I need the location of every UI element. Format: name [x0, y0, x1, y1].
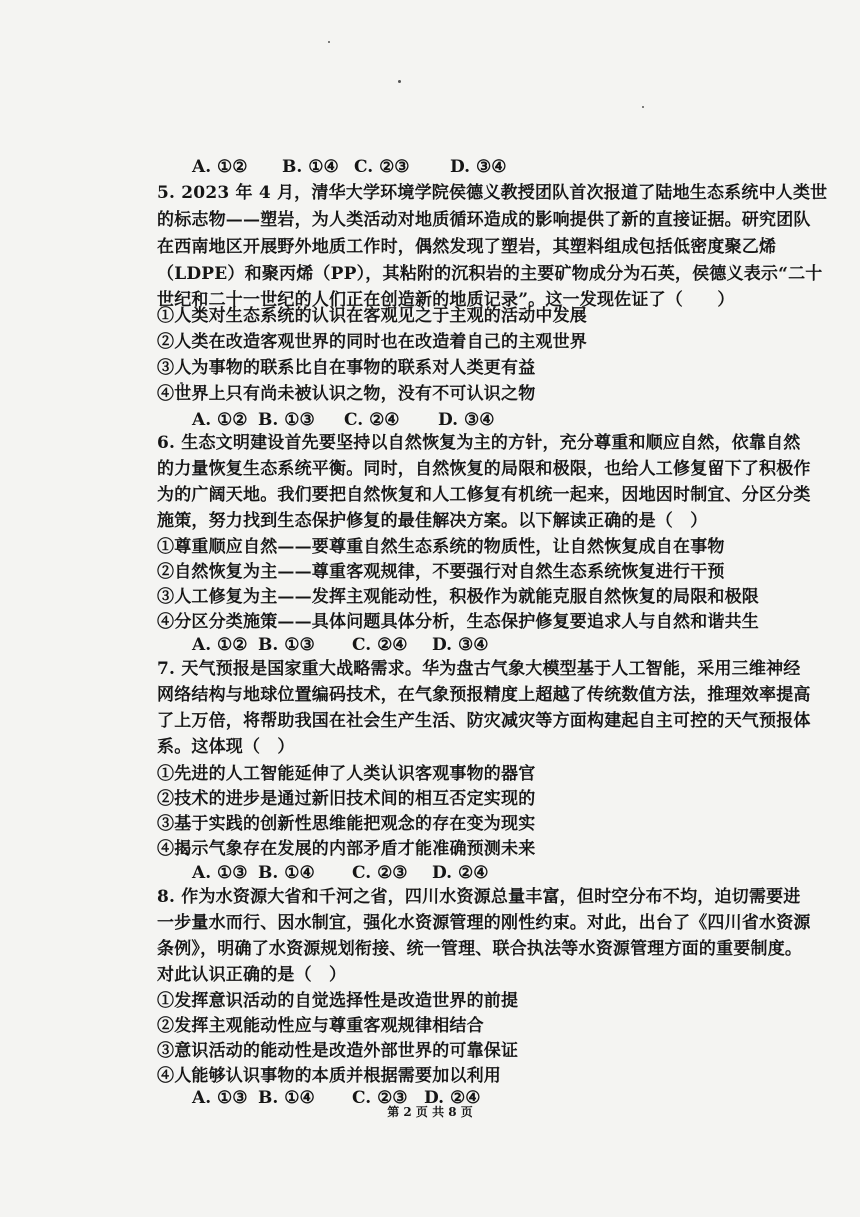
question-text-line: 施策，努力找到生态保护修复的最佳解决方案。以下解读正确的是（ ） [157, 511, 708, 531]
option-d: D. ②④ [424, 1088, 481, 1108]
option-a: A. ①② [192, 410, 248, 430]
option-c: C. ②③ [352, 1088, 408, 1108]
statement-3: ③人为事物的联系比自在事物的联系对人类更有益 [157, 358, 536, 378]
question-text-line: 对此认识正确的是（ ） [157, 965, 347, 985]
statement-4: ④揭示气象存在发展的内部矛盾才能准确预测未来 [157, 839, 536, 859]
prev-question-options [192, 155, 506, 179]
question-text-line: 5. 2023 年 4 月，清华大学环境学院侯德义教授团队首次报道了陆地生态系统中人类世 [157, 183, 828, 203]
option-b: B. ①③ [258, 635, 315, 655]
statement-1: ①尊重顺应自然——要尊重自然生态系统的物质性，让自然恢复成自在事物 [157, 537, 725, 557]
question-text-line: 8. 作为水资源大省和千河之省，四川水资源总量丰富，但时空分布不均，迫切需要进 [157, 887, 801, 907]
option-b: B. ①④ [282, 157, 339, 177]
statement-1: ①发挥意识活动的自觉选择性是改造世界的前提 [157, 991, 519, 1011]
option-b: B. ①③ [258, 410, 315, 430]
statement-2: ②自然恢复为主——尊重客观规律，不要强行对自然生态系统恢复进行干预 [157, 562, 725, 582]
scan-speck [328, 41, 330, 43]
option-c: C. ②③ [352, 863, 408, 883]
answer-options [192, 408, 494, 432]
option-a: A. ①② [192, 157, 248, 177]
option-c: C. ②③ [354, 157, 410, 177]
question-text-line: 的标志物——塑岩，为人类活动对地质循环造成的影响提供了新的直接证据。研究团队 [157, 210, 811, 230]
statement-3: ③人工修复为主——发挥主观能动性，积极作为就能克服自然恢复的局限和极限 [157, 587, 759, 607]
option-d: D. ③④ [432, 635, 489, 655]
question-text-line: 的力量恢复生态系统平衡。同时，自然恢复的局限和极限，也给人工修复留下了积极作 [157, 459, 811, 479]
option-d: D. ②④ [432, 863, 489, 883]
page-number: 第 2 页 共 8 页 [387, 1105, 473, 1119]
question-text-line: （LDPE）和聚丙烯（PP），其粘附的沉积岩的主要矿物成分为石英，侯德义表示“二十 [157, 264, 823, 284]
answer-options [192, 861, 488, 885]
question-text-line: 网络结构与地球位置编码技术，在气象预报精度上超越了传统数值方法，推理效率提高 [157, 685, 811, 705]
statement-2: ②发挥主观能动性应与尊重客观规律相结合 [157, 1016, 484, 1036]
option-b: B. ①④ [258, 863, 315, 883]
option-a: A. ①③ [192, 863, 248, 883]
question-text-line: 一步量水而行、因水制宜，强化水资源管理的刚性约束。对此，出台了《四川省水资源 [157, 913, 811, 933]
scan-speck [398, 80, 401, 83]
option-d: D. ③④ [450, 157, 507, 177]
option-c: C. ②④ [352, 635, 408, 655]
statement-1: ①先进的人工智能延伸了人类认识客观事物的器官 [157, 764, 536, 784]
statement-3: ③意识活动的能动性是改造外部世界的可靠保证 [157, 1041, 519, 1061]
statement-2: ②人类在改造客观世界的同时也在改造着自己的主观世界 [157, 332, 587, 352]
question-text-line: 为的广阔天地。我们要把自然恢复和人工修复有机统一起来，因地因时制宜、分区分类 [157, 485, 811, 505]
question-text-line: 在西南地区开展野外地质工作时，偶然发现了塑岩，其塑料组成包括低密度聚乙烯 [157, 237, 777, 257]
statement-4: ④人能够认识事物的本质并根据需要加以利用 [157, 1066, 501, 1086]
statement-3: ③基于实践的创新性思维能把观念的存在变为现实 [157, 814, 536, 834]
question-text-line: 了上万倍，将帮助我国在社会生产生活、防灾减灾等方面构建起自主可控的天气预报体 [157, 711, 811, 731]
option-b: B. ①④ [258, 1088, 315, 1108]
question-text-line: 条例》，明确了水资源规划衔接、统一管理、联合执法等水资源管理方面的重要制度。 [157, 939, 803, 959]
option-d: D. ③④ [438, 410, 495, 430]
question-text-line: 世纪和二十一世纪的人们正在创造新的地质记录”。这一发现佐证了（ ） [157, 290, 735, 310]
statement-4: ④分区分类施策——具体问题具体分析，生态保护修复要追求人与自然和谐共生 [157, 612, 759, 632]
option-a: A. ①② [192, 635, 248, 655]
statement-4: ④世界上只有尚未被认识之物，没有不可认识之物 [157, 384, 536, 404]
option-a: A. ①③ [192, 1088, 248, 1108]
scan-speck [642, 106, 644, 108]
statement-2: ②技术的进步是通过新旧技术间的相互否定实现的 [157, 789, 536, 809]
question-text-line: 6. 生态文明建设首先要坚持以自然恢复为主的方针，充分尊重和顺应自然，依靠自然 [157, 433, 801, 453]
question-text-line: 系。这体现（ ） [157, 737, 295, 757]
option-c: C. ②④ [344, 410, 400, 430]
question-text-line: 7. 天气预报是国家重大战略需求。华为盘古气象大模型基于人工智能，采用三维神经 [157, 659, 801, 679]
statement-1: ①人类对生态系统的认识在客观见之于主观的活动中发展 [157, 306, 587, 326]
answer-options [192, 633, 488, 657]
